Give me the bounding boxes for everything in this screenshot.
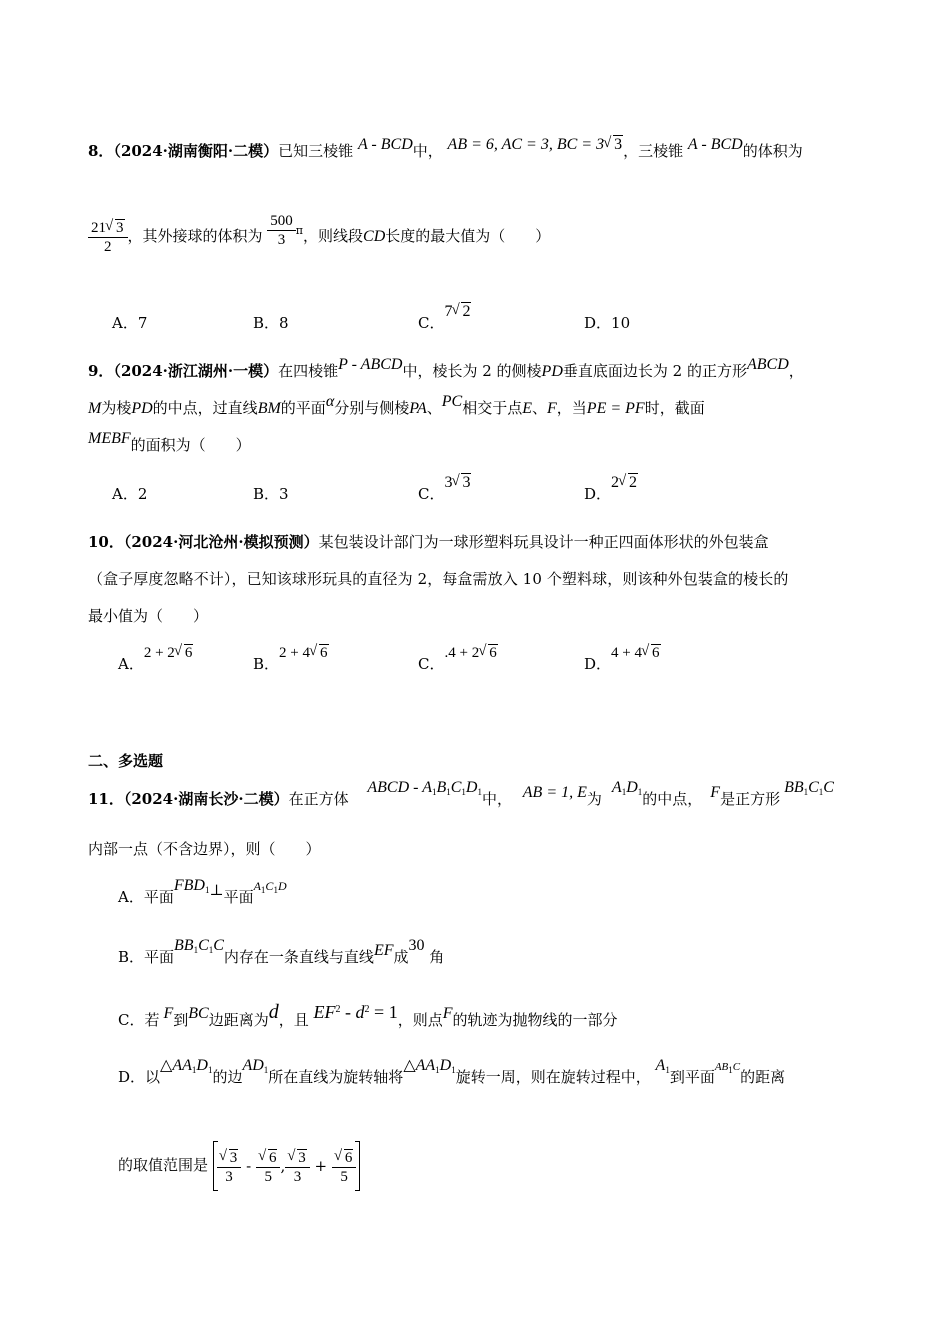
- q8-cd: CD: [363, 228, 386, 245]
- q8-line1: [88, 136, 803, 163]
- q9-line3: MEBF的面积为（ ）: [88, 430, 251, 454]
- q11-option-d-line2: 的取值范围是 √ $\frac{3}{3}$ - √ $\frac{6}{5}$ , √ $\frac{3}{3}$ + √ $\frac{6}{5}$: [118, 1140, 360, 1191]
- q8-text: 中，: [412, 142, 443, 160]
- q9-number: 9．: [88, 362, 114, 380]
- q10-line3: 最小值为（ ）: [88, 607, 209, 625]
- q8-number: 8．: [88, 142, 114, 160]
- section-heading-multi-choice: 二、多选题: [88, 752, 164, 770]
- q11-cube-expr: ABCD - $A_1B_1C_1D_1$: [367, 779, 482, 797]
- q11-range-expr: √ $\frac{3}{3}$ - √ $\frac{6}{5}$ , √ $\frac{3}{3}$ + √ $\frac{6}{5}$: [213, 1141, 361, 1191]
- q9-option-d[interactable]: D．2√ 2: [584, 483, 638, 506]
- q11-option-d-line1[interactable]: D．以$\triangle AA_1D_1$的边$AD_1$所在直线为旋转轴将$\triangle AA_1D_1$旋转一周，则在旋转过程中， $A_1$到平面$^{AB_1C}$的距离: [118, 1057, 786, 1086]
- q10-line2: （盒子厚度忽略不计），已知该球形玩具的直径为 2，每盒需放入 10 个塑料球，则该种外包装盒的棱长的: [88, 570, 789, 588]
- q10-option-d[interactable]: D．4 + 4√ 6: [584, 653, 661, 676]
- q9-source: （2024·浙江湖州·一模）: [113, 362, 279, 380]
- q11-line2: 内部一点（不含边界），则（ ）: [88, 840, 321, 858]
- q8-option-b[interactable]: B．8: [253, 314, 289, 332]
- q8-sphere-fraction: $\frac{500}{3}$: [267, 212, 296, 249]
- q8-text: ，则线段: [303, 227, 364, 245]
- q9-option-a[interactable]: A．2: [112, 485, 148, 503]
- q8-text: 的体积为: [742, 142, 803, 160]
- q10-line1: 10．（2024·河北沧州·模拟预测）某包装设计部门为一球形塑料玩具设计一种正四面体形状的外包装盒: [88, 533, 769, 551]
- q8-option-a[interactable]: A．7: [112, 314, 148, 332]
- q8-expr-sides: AB = 6, AC = 3, BC = 3√ 3: [448, 136, 624, 153]
- q8-text: 长度的最大值为（ ）: [385, 227, 551, 245]
- q8-option-c[interactable]: C．7√ 2: [418, 312, 471, 335]
- q10-option-b[interactable]: B．2 + 4√ 6: [253, 653, 329, 676]
- q11-option-a[interactable]: A．平面$FBD_1\perp$平面$^{A_1C_1D}$: [118, 877, 287, 906]
- q8-volume-fraction: $\frac{21√ 3}{2}$: [88, 219, 128, 256]
- q10-number: 10．: [88, 533, 124, 551]
- q9-line1: 9．（2024·浙江湖州·一模）在四棱锥P - ABCD中，棱长为 2 的侧棱PD垂直底面边长为 2 的正方形ABCD，: [88, 356, 804, 380]
- q11-line1: 11．（2024·湖南长沙·二模）在正方体 ABCD - $A_1B_1C_1D_1$中， AB = 1, E为$A_1D_1$的中点， F是正方形$BB_1C_1C$: [88, 779, 834, 808]
- q8-line2: [88, 212, 551, 258]
- q11-option-b[interactable]: B．平面$BB_1C_1C$内存在一条直线与直线EF成30 角: [118, 937, 445, 966]
- pi-symbol: π: [295, 224, 304, 237]
- q8-text: 已知三棱锥: [278, 142, 354, 160]
- q8-source: （2024·湖南衡阳·二模）: [113, 142, 279, 160]
- q8-expr-tetra-2: A - BCD: [687, 136, 743, 153]
- q8-expr-tetra: A - BCD: [357, 136, 413, 153]
- q9-option-b[interactable]: B．3: [253, 485, 289, 503]
- q11-source: （2024·湖南长沙·二模）: [123, 790, 289, 808]
- q8-text: ，三棱锥: [623, 142, 684, 160]
- q10-source: （2024·河北沧州·模拟预测）: [123, 533, 319, 551]
- q10-option-c[interactable]: C．.4 + 2√ 6: [418, 653, 498, 676]
- q9-option-c[interactable]: C．3√ 3: [418, 483, 471, 506]
- q11-number: 11．: [88, 790, 124, 808]
- q9-line2: M为棱PD的中点，过直线BM的平面α分别与侧棱PA、PC相交于点E、F，当PE = PF时，截面: [88, 393, 705, 417]
- q8-option-d[interactable]: D．10: [584, 314, 631, 332]
- q9-expr-pyramid: P - ABCD: [338, 356, 403, 373]
- q8-text: ，其外接球的体积为: [127, 227, 263, 245]
- q10-option-a[interactable]: A．2 + 2√ 6: [118, 653, 193, 676]
- q11-option-c[interactable]: C．若 F到BC边距离为d，且 $EF^2 - d^2 = 1$，则点F的轨迹为抛物线的一部分: [118, 1001, 618, 1029]
